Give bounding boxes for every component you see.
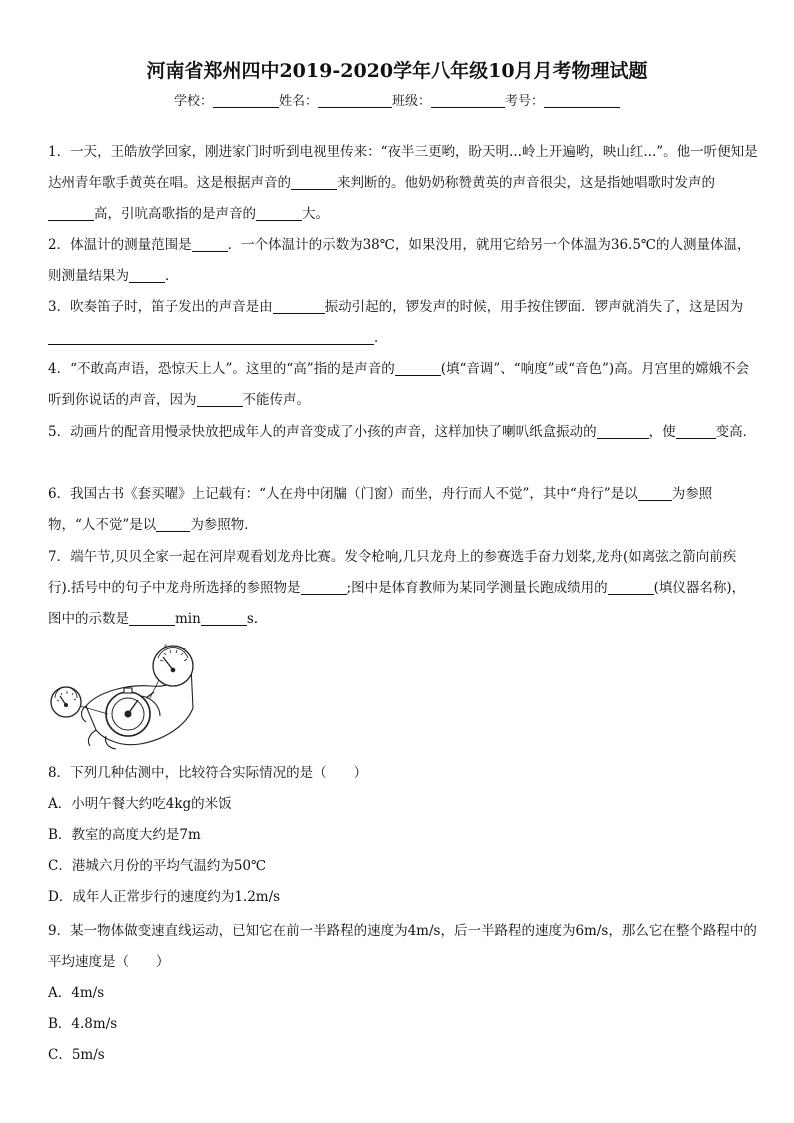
question-5 [48, 417, 758, 448]
q1-blank-3[interactable] [256, 205, 302, 221]
q1-text-b: 来判断的。他奶奶称赞黄英的声音很尖，这是指她唱歌时发声的 [337, 175, 715, 191]
q8-option-b[interactable]: B．教室的高度大约是7m [48, 827, 201, 843]
class-blank[interactable] [431, 93, 505, 108]
question-3 [48, 292, 758, 354]
page-title: 河南省郑州四中2019-2020学年八年级10月月考物理试题 [146, 60, 648, 82]
q9-option-b[interactable]: B．4.8m/s [48, 1016, 118, 1032]
q8-option-a[interactable]: A．小明午餐大约吃4kg的米饭 [48, 796, 232, 812]
question-1 [48, 137, 758, 230]
q7-blank-2[interactable] [608, 579, 654, 595]
q7-text-a: 7．端午节,贝贝全家一起在河岸观看划龙舟比赛。发令枪响,几只龙舟上的参赛选手奋力划桨,龙舟(如离弦之箭向前疾行).括号中的句子中龙舟所选择的参照物是 [48, 549, 737, 596]
school-blank[interactable] [213, 93, 279, 108]
q4-text-a: 4．“不敢高声语，恐惊天上人”。这里的“高”指的是声音的 [48, 361, 395, 377]
question-6 [48, 479, 758, 541]
q7-blank-1[interactable] [301, 579, 347, 595]
q7-text-b: ;图中是体育教师为某同学测量长跑成绩用的 [346, 580, 608, 596]
q6-text-c: 为参照物． [190, 517, 258, 533]
question-8-stem: 8．下列几种估测中，比较符合实际情况的是（ ） [48, 765, 368, 781]
q1-blank-2[interactable] [48, 205, 94, 221]
q3-blank-2[interactable] [48, 329, 374, 345]
name-blank[interactable] [318, 93, 392, 108]
q9-option-c[interactable]: C．5m/s [48, 1047, 105, 1063]
question-9-stem: 9．某一物体做变速直线运动，已知它在前一半路程的速度为4m/s，后一半路程的速度为6m/s，那么它在整个路程中的平均速度是（ ） [48, 923, 757, 970]
q4-blank-1[interactable] [395, 360, 441, 376]
q3-text-a: 3．吹奏笛子时，笛子发出的声音是由 [48, 299, 273, 315]
q6-text-b: 为参照物，“人不觉”是以 [48, 486, 713, 533]
q1-text-d: 大。 [302, 206, 329, 222]
q2-text-c: ． [165, 268, 179, 284]
q3-text-c: ． [374, 330, 388, 346]
q7-text-d: min [175, 611, 201, 627]
q3-text-b: 振动引起的，锣发声的时候，用手按住锣面．锣声就消失了，这是因为 [324, 299, 744, 315]
q4-text-c: 不能传声。 [242, 392, 310, 408]
q2-text-a: 2．体温计的测量范围是 [48, 237, 192, 253]
q6-text-a: 6．我国古书《套买曜》上记载有：“人在舟中闭牖（门窗）而坐，舟行而人不觉”，其中“舟行”是以 [48, 486, 638, 502]
name-label: 姓名： [278, 94, 318, 109]
q8-option-d[interactable]: D．成年人正常步行的速度约为1.2m/s [48, 889, 281, 905]
number-blank[interactable] [544, 93, 620, 108]
q7-text-c: (填仪器名称)，图中的示数是 [48, 580, 746, 627]
student-info-line [0, 90, 794, 109]
q5-blank-2[interactable] [676, 423, 716, 439]
q6-blank-2[interactable] [156, 516, 190, 532]
q4-text-b: (填“音调”、“响度”或“音色”)高。月宫里的嫦娥不会听到你说话的声音，因为 [48, 361, 750, 408]
q7-text-e: s. [246, 611, 259, 627]
class-label: 班级： [392, 94, 432, 109]
stopwatch-figure [46, 636, 196, 754]
q2-blank-1[interactable] [192, 236, 228, 252]
q4-blank-2[interactable] [197, 391, 243, 407]
q1-text-c: 高，引吭高歌指的是声音的 [94, 206, 256, 222]
school-label: 学校： [173, 94, 213, 109]
number-label: 考号： [505, 94, 545, 109]
question-4 [48, 354, 758, 416]
q2-text-b: ．一个体温计的示数为38℃，如果没用，就用它给另一个体温为36.5℃的人测量体温，则测量结果为 [48, 237, 751, 284]
q7-blank-4[interactable] [201, 610, 247, 626]
q5-text-b: ，使 [648, 424, 676, 440]
q5-text-c: 变高． [715, 424, 757, 440]
q6-blank-1[interactable] [638, 485, 672, 501]
q9-option-a[interactable]: A．4m/s [48, 985, 105, 1001]
question-2 [48, 230, 758, 292]
dial-tick-label: 4 [164, 644, 168, 650]
q1-text-a: 1．一天，王皓放学回家，刚进家门时听到电视里传来：“夜半三更哟，盼天明...岭上开遍哟，映山红...”。他一听便知是达州青年歌手黄英在唱。这是根据声音的 [48, 144, 758, 191]
q5-blank-1[interactable] [597, 423, 649, 439]
dial-tick-label: 5 [183, 648, 187, 654]
q8-option-c[interactable]: C．港城六月份的平均气温约为50℃ [48, 858, 267, 874]
q7-blank-3[interactable] [129, 610, 175, 626]
q5-text-a: 5．动画片的配音用慢录快放把成年人的声音变成了小孩的声音，这样加快了喇叭纸盒振动的 [48, 424, 597, 440]
question-7 [48, 542, 758, 635]
q3-blank-1[interactable] [273, 298, 325, 314]
q2-blank-2[interactable] [129, 267, 165, 283]
q1-blank-1[interactable] [291, 174, 337, 190]
